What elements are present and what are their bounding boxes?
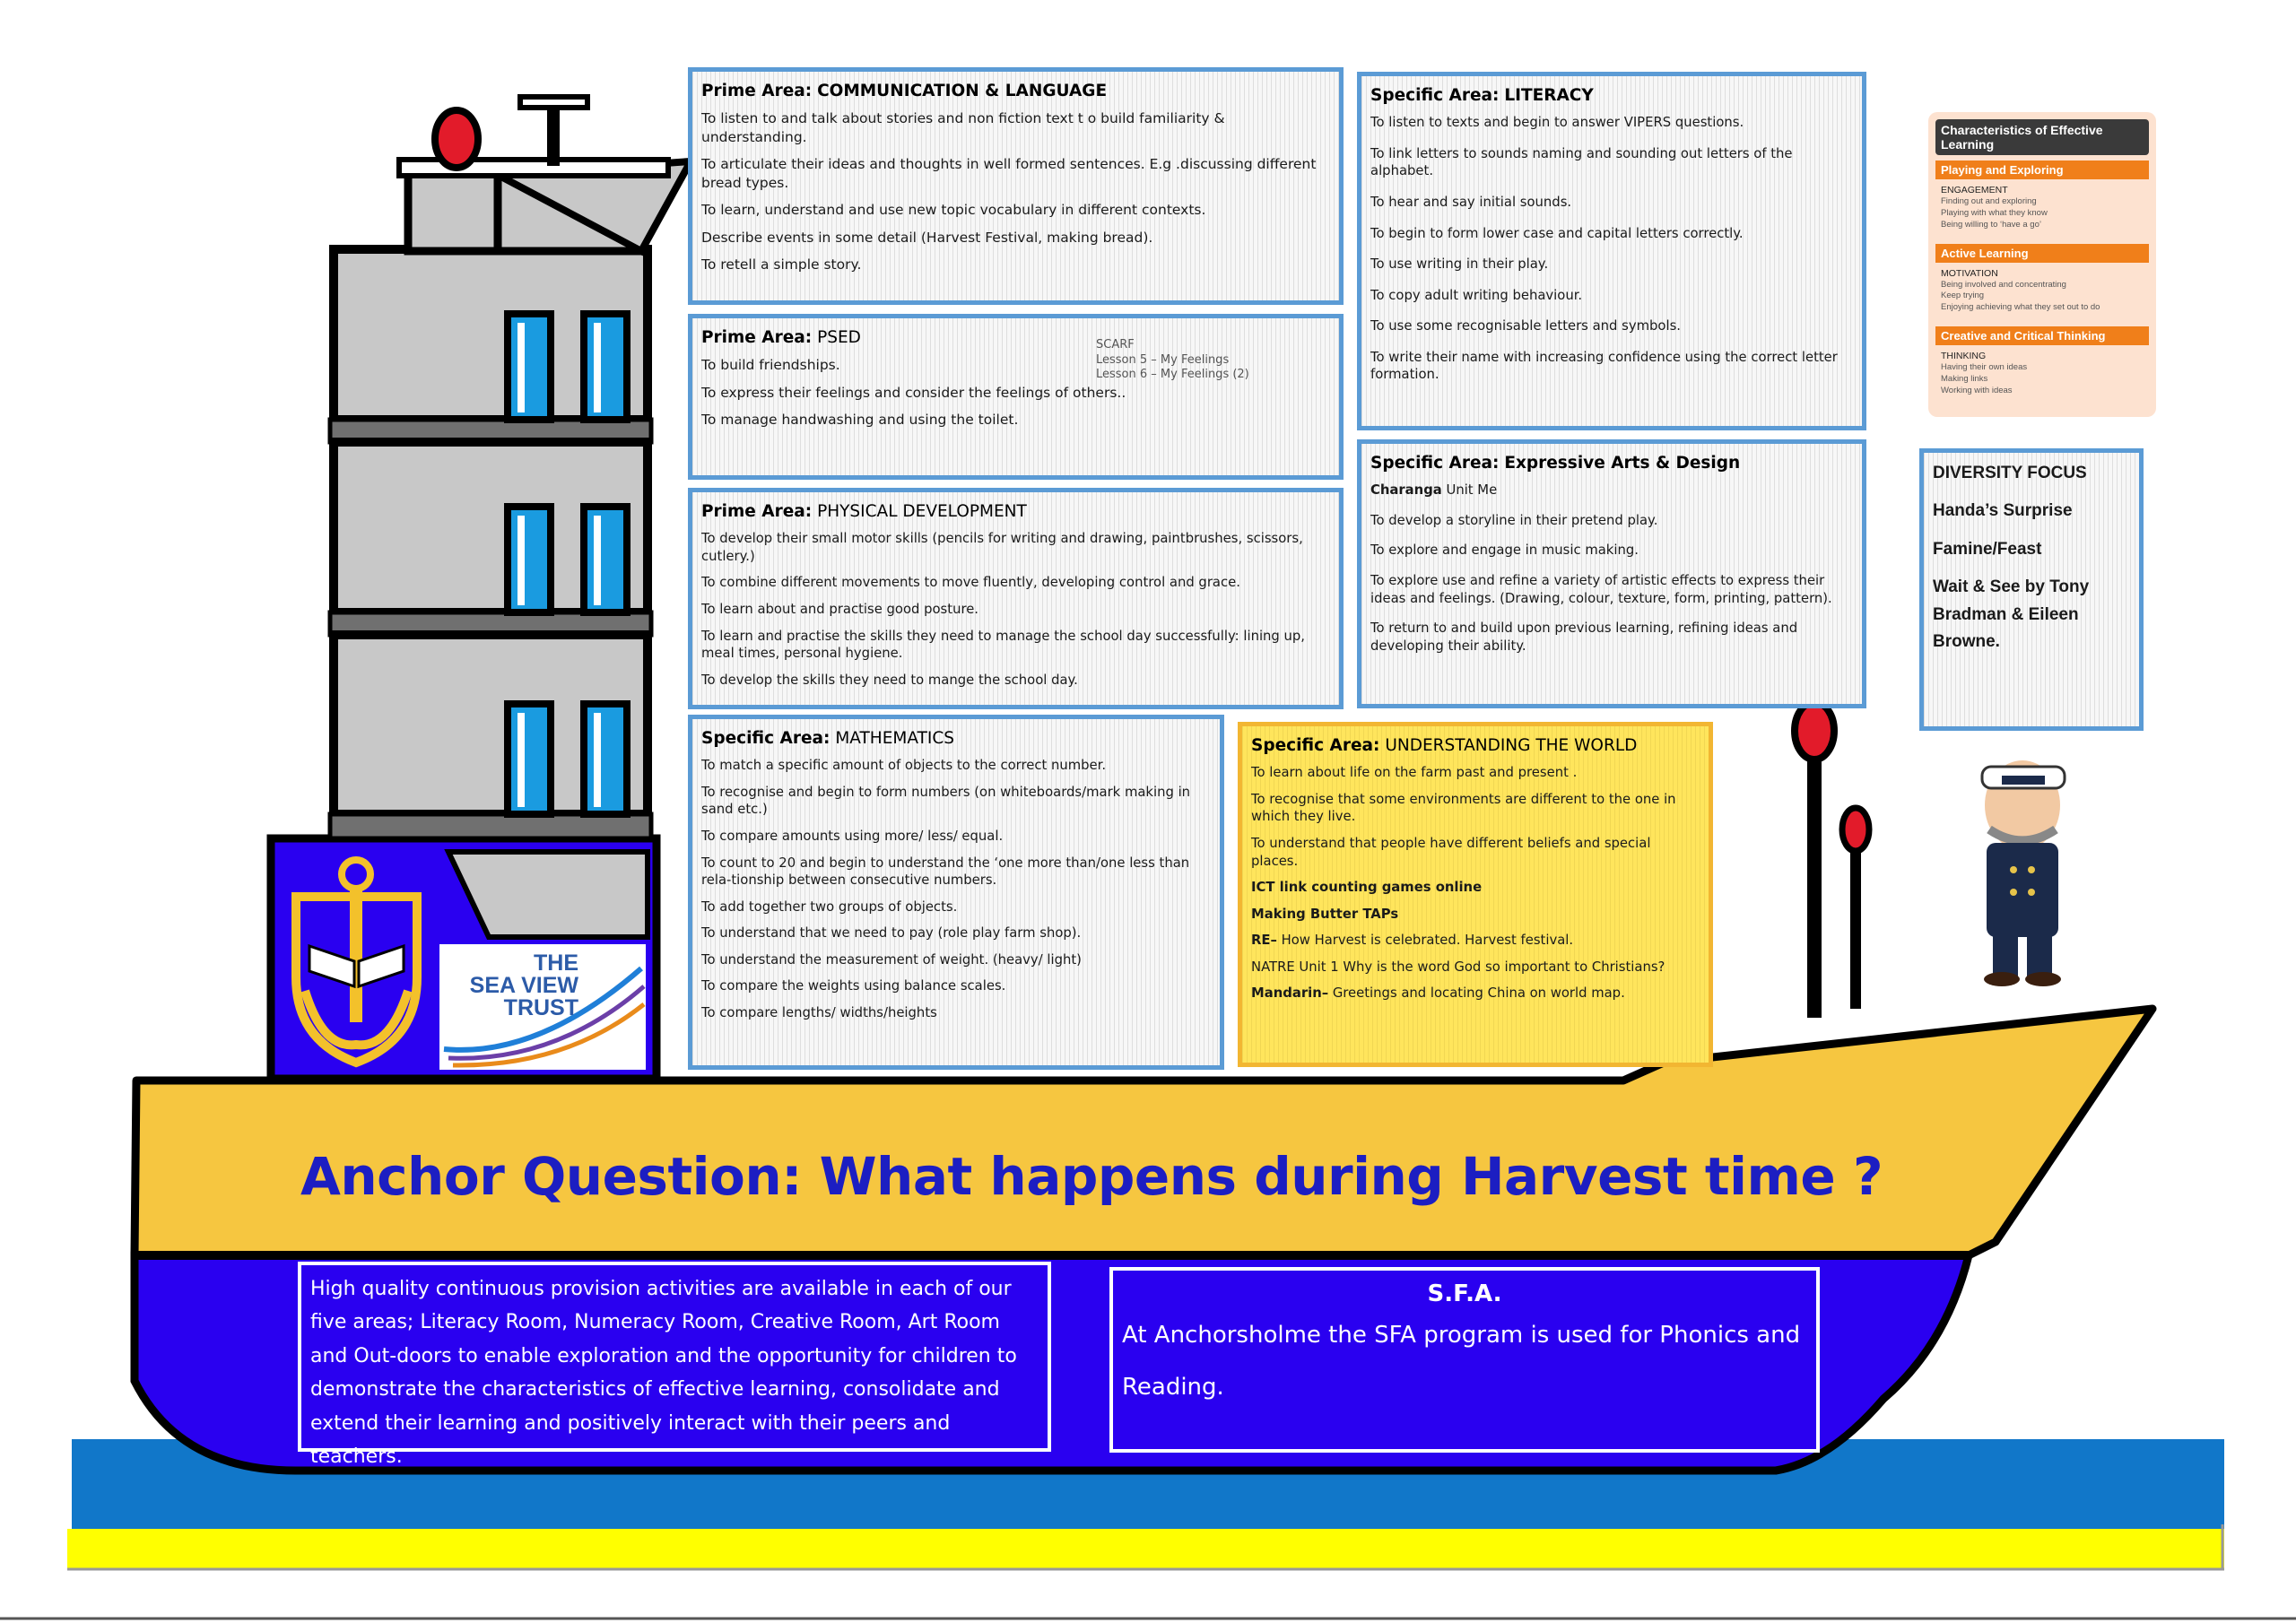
arts-title: Specific Area: Expressive Arts & Design (1370, 454, 1741, 473)
list-item: To develop the skills they need to mange the school day. (701, 672, 1078, 688)
list-item: To count to 20 and begin to understand the ‘one more than/one less than rela-tionship between consecutive numbers. (701, 855, 1190, 889)
list-item: To learn about and practise good posture. (701, 602, 979, 617)
communication-title: Prime Area: COMMUNICATION & LANGUAGE (701, 82, 1108, 100)
list-item: To learn, understand and use new topic vocabulary in different contexts. (701, 202, 1206, 219)
mathematics-box (688, 715, 1224, 1070)
captain-figure (1982, 760, 2065, 986)
provision-text: High quality continuous provision activities are available in each of our five areas; Literacy Room, Numeracy Room, Creative Room, Art Room and Out-doors to enable exploration and the opportunity for children to demonstrate the characteristics of effective learning, consolidate and extend their learning and positively interact with their peers and teachers. (310, 1278, 1017, 1468)
list-item: To learn about life on the farm past and present . (1251, 765, 1578, 781)
sfa-text: At Anchorsholme the SFA program is used for Phonics and Reading. (1122, 1322, 1801, 1401)
list-item: To recognise and begin to form numbers (on whiteboards/mark making in sand etc.) (701, 784, 1191, 818)
psed-box (688, 314, 1344, 480)
list-item: To write their name with increasing confidence using the correct letter formation. (1370, 349, 1838, 383)
list-item: To learn and practise the skills they need to manage the school day successfully: lining up, meal times, personal hygiene. (701, 628, 1306, 662)
list-item: To use some recognisable letters and symbols. (1370, 318, 1681, 334)
list-item: To use writing in their play. (1370, 256, 1549, 273)
list-item: To listen to texts and begin to answer VIPERS questions. (1370, 115, 1744, 131)
list-item: Charanga Unit Me (1370, 482, 1498, 499)
list-item: To manage handwashing and using the toilet. (701, 412, 1019, 429)
list-item: To understand the measurement of weight. (heavy/ light) (701, 951, 1082, 968)
characteristics-card: Characteristics of Effective Learning Playing and Exploring ENGAGEMENT Finding out and exploring Playing with what they know Being willing to ‘have a go’ Active Learning MOTIVATION Being involved and concentrating Keep trying Enjoying achieving what they set out to do Creative and Critical Thinking THINKING Having their own ideas Making links Working with ideas (1928, 112, 2156, 417)
list-item: To combine different movements to move fluently, developing control and grace. (701, 575, 1240, 591)
list-item: To listen to and talk about stories and non fiction text t o build familiarity & understanding. (701, 110, 1225, 145)
list-item: To copy adult writing behaviour. (1370, 287, 1583, 303)
literacy-box (1357, 72, 1866, 430)
understanding-world-box (1238, 722, 1713, 1067)
list-item: To explore and engage in music making. (1370, 542, 1639, 559)
trust-logo-text: THE SEA VIEW TRUST (469, 950, 578, 1020)
list-item: Wait & See by Tony Bradman & Eileen Browne. (1933, 577, 2090, 651)
physical-title: Prime Area: PHYSICAL DEVELOPMENT (701, 502, 1027, 521)
expressive-arts-box (1357, 439, 1866, 708)
list-item: To compare amounts using more/ less/ equal. (701, 829, 1004, 844)
anchor-question: Anchor Question: What happens during Harvest time ? (300, 1146, 1883, 1207)
section-heading: Creative and Critical Thinking (1935, 326, 2149, 345)
list-item: To hear and say initial sounds. (1370, 195, 1572, 210)
bridge-light (435, 110, 478, 168)
characteristics-title: Characteristics of Effective Learning (1935, 119, 2149, 155)
maths-title: Specific Area: MATHEMATICS (701, 729, 954, 748)
literacy-title: Specific Area: LITERACY (1370, 86, 1594, 105)
diversity-title: DIVERSITY FOCUS (1933, 464, 2087, 482)
sand-stripe (67, 1529, 2224, 1569)
list-item: To begin to form lower case and capital letters correctly. (1370, 225, 1744, 241)
list-item: NATRE Unit 1 Why is the word God so important to Christians? (1251, 959, 1665, 975)
communication-language-box (688, 67, 1344, 305)
list-item: To develop their small motor skills (pencils for writing and drawing, paintbrushes, scissors, cutlery.) (701, 531, 1303, 564)
list-item: To develop a storyline in their pretend play. (1370, 512, 1658, 528)
list-item: To compare the weights using balance scales. (701, 978, 1006, 994)
list-item: To match a specific amount of objects to the correct number. (701, 758, 1107, 774)
list-item: Mandarin– Greetings and locating China on world map. (1251, 985, 1625, 1002)
list-item: Making Butter TAPs (1251, 906, 1399, 922)
list-item: To build friendships. (701, 357, 840, 374)
list-item: Describe events in some detail (Harvest Festival, making bread). (701, 229, 1153, 246)
psed-title: Prime Area: PSED (701, 328, 861, 347)
list-item: To return to and build upon previous learning, refining ideas and developing their ability. (1370, 621, 1798, 654)
list-item: To articulate their ideas and thoughts in well formed sentences. E.g .discussing different bread types. (701, 156, 1317, 191)
list-item: To express their feelings and consider the feelings of others.. (701, 384, 1126, 401)
section-heading: Playing and Exploring (1935, 161, 2149, 179)
physical-development-box (688, 488, 1344, 709)
list-item: To retell a simple story. (701, 256, 862, 273)
list-item: To link letters to sounds naming and sounding out letters of the alphabet. (1370, 145, 1793, 179)
scarf-note: SCARF Lesson 5 – My Feelings Lesson 6 – My Feelings (2) (1096, 338, 1249, 382)
diversity-focus-box (1919, 448, 2144, 731)
list-item: To understand that people have different beliefs and special places. (1251, 836, 1651, 869)
sfa-box (1109, 1267, 1820, 1453)
list-item: To recognise that some environments are different to the one in which they live. (1251, 791, 1676, 825)
list-item: To understand that we need to pay (role play farm shop). (701, 925, 1082, 942)
list-item: Handa’s Surprise (1933, 501, 2073, 521)
list-item: To explore use and refine a variety of artistic effects to express their ideas and feelings. (Drawing, colour, texture, form, printing, pattern). (1370, 573, 1832, 606)
bridge-top (408, 170, 498, 251)
list-item: To compare lengths/ widths/heights (701, 1004, 937, 1020)
section-heading: Active Learning (1935, 244, 2149, 263)
list-item: ICT link counting games online (1251, 880, 1483, 896)
world-title: Specific Area: UNDERSTANDING THE WORLD (1251, 736, 1638, 755)
mast-light-1 (1795, 702, 1834, 759)
list-item: Famine/Feast (1933, 539, 2042, 559)
list-item: RE– How Harvest is celebrated. Harvest festival. (1251, 933, 1574, 949)
sfa-title: S.F.A. (1427, 1280, 1502, 1307)
mast-light-2 (1842, 808, 1869, 851)
provision-box (298, 1262, 1051, 1468)
list-item: To add together two groups of objects. (701, 898, 958, 915)
